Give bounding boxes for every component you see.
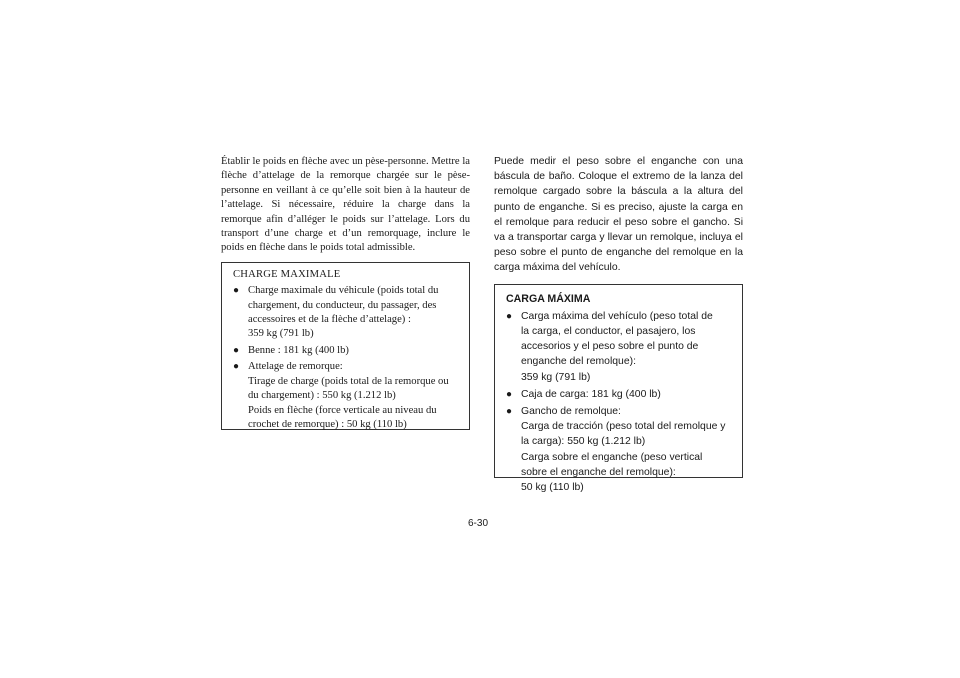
spec-line: la carga, el conductor, el pasajero, los (521, 326, 696, 338)
spanish-spec-item-cargo-bed (506, 387, 732, 402)
spec-line: enganche del remolque): (521, 356, 636, 368)
bullet-icon: ● (233, 361, 240, 373)
page-number: 6-30 (468, 518, 489, 529)
spec-line: Caja de carga: 181 kg (400 lb) (521, 388, 661, 400)
spanish-column (494, 154, 743, 494)
spec-line: chargement, du conducteur, du passager, des (248, 299, 437, 311)
french-spec-list (233, 284, 459, 432)
french-spec-item-cargo-bed (233, 344, 459, 358)
spec-line: 359 kg (791 lb) (248, 328, 314, 340)
bullet-icon: ● (506, 388, 513, 400)
spec-line: Tirage de charge (poids total de la remorque ou (248, 375, 449, 387)
spec-line: accessoires et de la flèche d’attelage) : (248, 314, 411, 326)
spec-line: Attelage de remorque: (248, 361, 343, 373)
spec-line: Gancho de remolque: (521, 406, 621, 418)
french-max-load-box (221, 262, 470, 430)
spanish-intro-paragraph: Puede medir el peso sobre el enganche con una báscula de baño. Coloque el extremo de la lanza del remolque cargado sobre la báscula a la altura del punto de enganche. Si es preciso, ajuste la carga en el remolque para reducir el peso sobre el gancho. Si va a transportar carga y llevar un remolque, incluya el peso sobre el punto de enganche del remolque en la carga máxima del vehículo. (494, 156, 743, 274)
spanish-spec-item-trailer-hitch (506, 404, 732, 495)
spec-line: 50 kg (110 lb) (521, 482, 584, 494)
spanish-max-load-box (494, 284, 743, 494)
spec-line: Carga de tracción (peso total del remolque y (521, 421, 726, 433)
spec-line: accesorios y el peso sobre el punto de (521, 341, 699, 353)
french-max-load-title: CHARGE MAXIMALE (233, 268, 341, 280)
spanish-spec-list (506, 309, 732, 495)
spanish-spec-item-vehicle-load (506, 309, 732, 385)
spec-line: Charge maximale du véhicule (poids total du (248, 285, 439, 297)
bullet-icon: ● (233, 285, 240, 297)
french-column (221, 155, 470, 430)
spec-line: crochet de remorque) : 50 kg (110 lb) (248, 418, 407, 430)
spec-line: Carga sobre el enganche (peso vertical (521, 451, 703, 463)
french-spec-item-vehicle-load (233, 284, 459, 342)
french-spec-item-trailer-hitch (233, 360, 459, 432)
spec-line: la carga): 550 kg (1.212 lb) (521, 436, 646, 448)
french-intro-paragraph: Établir le poids en flèche avec un pèse-personne. Mettre la flèche d’attelage de la remorque chargée sur le pèse-personne en veillant à ce qu’elle soit bien à la hauteur de l’attelage. Si nécessaire, réduire la charge dans la remorque afin d’alléger le poids sur l’attelage. Lors du transport d’une charge et d’un remorquage, inclure le poids en flèche dans le poids total admissible. (221, 156, 470, 254)
spec-line: sobre el enganche del remolque): (521, 466, 676, 478)
spec-line: du chargement) : 550 kg (1.212 lb) (248, 390, 396, 402)
bullet-icon: ● (506, 406, 513, 418)
spec-line: 359 kg (791 lb) (521, 371, 591, 383)
bullet-icon: ● (233, 344, 240, 356)
spanish-max-load-title: CARGA MÁXIMA (506, 292, 591, 305)
spec-line: Poids en flèche (force verticale au niveau du (248, 404, 437, 416)
bullet-icon: ● (506, 310, 513, 322)
spec-line: Carga máxima del vehículo (peso total de (521, 310, 713, 322)
spec-line: Benne : 181 kg (400 lb) (248, 344, 349, 356)
